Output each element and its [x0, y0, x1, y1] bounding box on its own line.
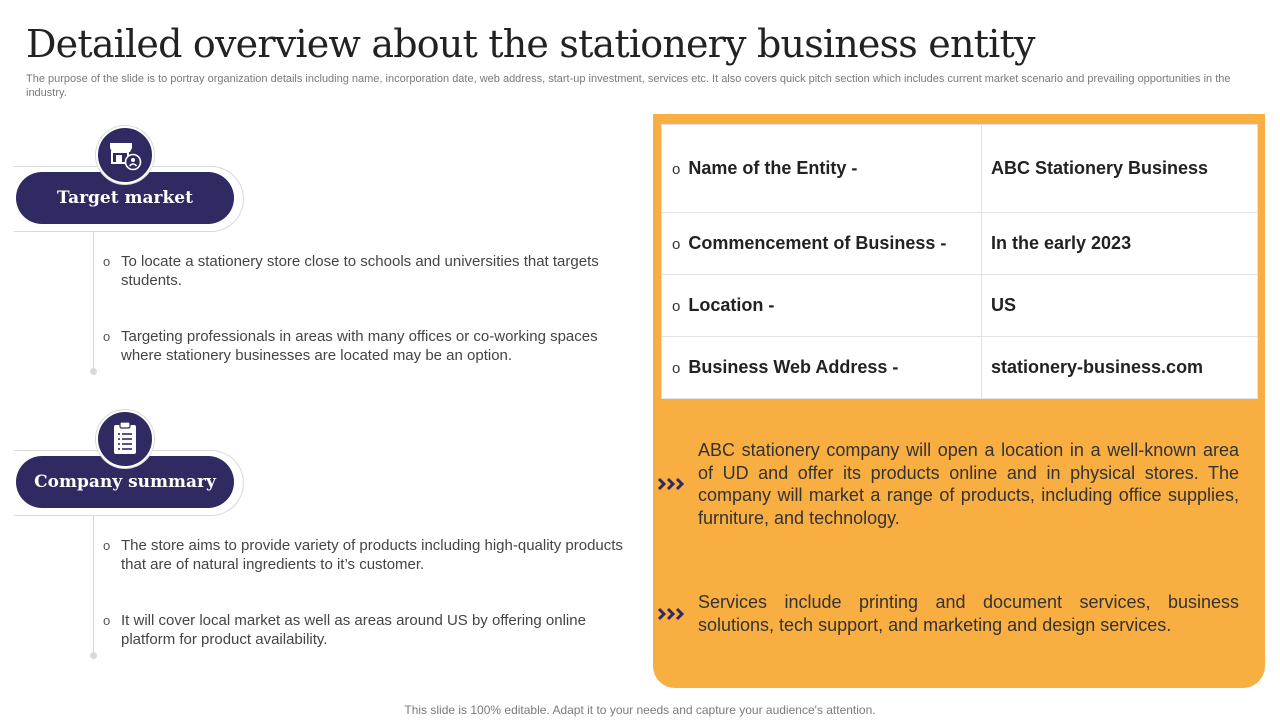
chevron-right-icon — [657, 607, 685, 621]
row-value: stationery-business.com — [982, 337, 1258, 399]
table-row — [662, 213, 1258, 275]
row-key: Business Web Address - — [688, 357, 899, 377]
clipboard-list-icon — [96, 410, 154, 468]
table-row — [662, 337, 1258, 399]
company-summary-section — [0, 410, 640, 670]
target-market-label: Target market — [16, 172, 234, 224]
target-market-section — [0, 126, 640, 386]
table-row — [662, 275, 1258, 337]
page-subtitle: The purpose of the slide is to portray organization details including name, incorporation date, web address, start-up investment, services etc. It also covers quick pitch section which includes current market scenario and prevailing opportunities in the industry. — [26, 73, 1231, 99]
row-key-cell — [662, 337, 982, 399]
row-value: In the early 2023 — [982, 213, 1258, 275]
timeline-dot — [90, 652, 97, 659]
page-title: Detailed overview about the stationery business entity — [26, 22, 1035, 66]
target-market-bullet-2: o Targeting professionals in areas with many offices or co-working spaces where stationery businesses are located may be an option. — [103, 327, 633, 365]
row-key-cell — [662, 275, 982, 337]
timeline-line — [93, 232, 94, 370]
circle-bullet-icon: o — [672, 236, 681, 253]
chevron-right-icon — [657, 477, 685, 491]
row-key-cell — [662, 213, 982, 275]
timeline-dot — [90, 368, 97, 375]
entity-details-table — [661, 124, 1258, 399]
company-summary-label: Company summary — [16, 456, 234, 508]
circle-bullet-icon: o — [672, 360, 681, 377]
company-summary-bullet-2: o It will cover local market as well as areas around US by offering online platform for product availability. — [103, 611, 633, 649]
table-row — [662, 125, 1258, 213]
target-market-bullet-1: o To locate a stationery store close to schools and universities that targets students. — [103, 252, 633, 290]
timeline-line — [93, 516, 94, 654]
footer-note: This slide is 100% editable. Adapt it to your needs and capture your audience's attention. — [404, 703, 876, 717]
circle-bullet-icon: o — [672, 161, 681, 178]
pitch-paragraph-1: ABC stationery company will open a location in a well-known area of UD and offer its products online and in physical stores. The company will market a range of products, including office supplies, furniture, and technology. — [698, 440, 1239, 528]
row-key: Location - — [688, 295, 775, 315]
pitch-paragraph-2: Services include printing and document services, business solutions, tech support, and marketing and design services. — [698, 592, 1239, 635]
store-people-icon — [96, 126, 154, 184]
entity-details-panel — [653, 114, 1265, 688]
company-summary-bullet-1: o The store aims to provide variety of products including high-quality products that are of natural ingredients to it’s customer. — [103, 536, 633, 574]
circle-bullet-icon: o — [672, 298, 681, 315]
row-value: ABC Stationery Business — [982, 125, 1258, 213]
row-key: Commencement of Business - — [688, 233, 947, 253]
row-key: Name of the Entity - — [688, 158, 858, 178]
row-value: US — [982, 275, 1258, 337]
row-key-cell — [662, 125, 982, 213]
